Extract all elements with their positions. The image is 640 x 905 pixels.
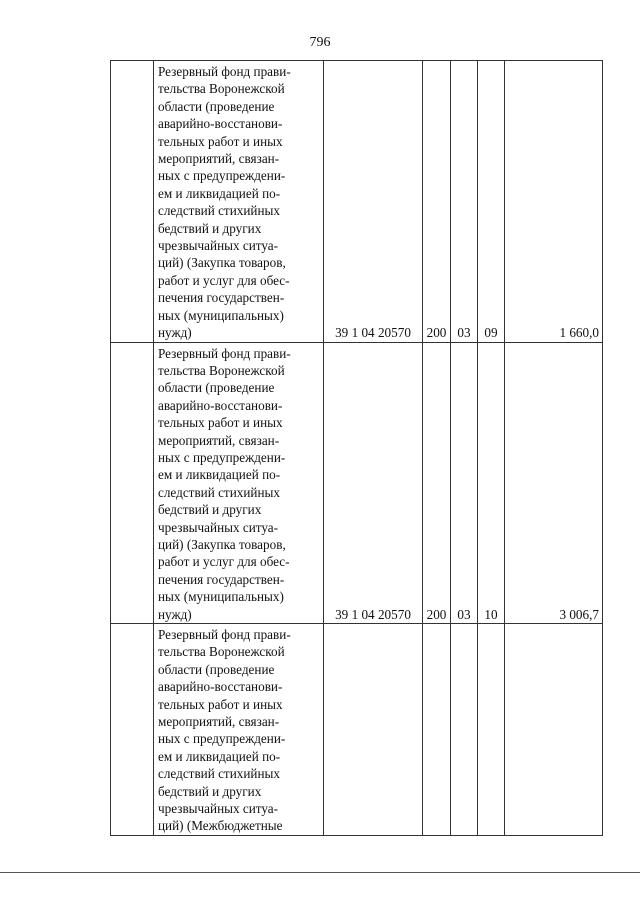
row-name-cell: Резервный фонд прави- тельства Воронежской области (проведение аварийно-восстанови- тельных работ и иных мероприятий, связан- ных с предупреждени- ем и ликвидацией по- следствий стихийных бедствий и других чрезвычайных ситуа- ций) (Межбюджетные <box>154 624 324 836</box>
target-code-cell <box>324 624 423 836</box>
subsection-cell: 09 <box>478 61 505 343</box>
expense-type-cell: 200 <box>423 342 451 624</box>
target-code-cell: 39 1 04 20570 <box>324 342 423 624</box>
section-cell <box>451 624 478 836</box>
table-row <box>111 624 603 836</box>
expense-type-cell: 200 <box>423 61 451 343</box>
row-name-cell: Резервный фонд прави- тельства Воронежской области (проведение аварийно-восстанови- тельных работ и иных мероприятий, связан- ных с предупреждени- ем и ликвидацией по- следствий стихийных бедствий и других чрезвычайных ситуа- ций) (Закупка товаров, работ и услуг для обес- печения государствен- ных (муниципальных) нужд) <box>154 342 324 624</box>
footer-divider <box>0 872 640 873</box>
table-row <box>111 61 603 343</box>
budget-table <box>110 60 603 836</box>
expense-type-cell <box>423 624 451 836</box>
row-number-cell <box>111 624 154 836</box>
subsection-cell <box>478 624 505 836</box>
table-row <box>111 342 603 624</box>
row-name-cell: Резервный фонд прави- тельства Воронежской области (проведение аварийно-восстанови- тельных работ и иных мероприятий, связан- ных с предупреждени- ем и ликвидацией по- следствий стихийных бедствий и других чрезвычайных ситуа- ций) (Закупка товаров, работ и услуг для обес- печения государствен- ных (муниципальных) нужд) <box>154 61 324 343</box>
page-number: 796 <box>309 35 331 50</box>
amount-cell <box>505 624 603 836</box>
subsection-cell: 10 <box>478 342 505 624</box>
section-cell: 03 <box>451 61 478 343</box>
row-number-cell <box>111 342 154 624</box>
amount-cell: 3 006,7 <box>505 342 603 624</box>
row-number-cell <box>111 61 154 343</box>
target-code-cell: 39 1 04 20570 <box>324 61 423 343</box>
section-cell: 03 <box>451 342 478 624</box>
amount-cell: 1 660,0 <box>505 61 603 343</box>
